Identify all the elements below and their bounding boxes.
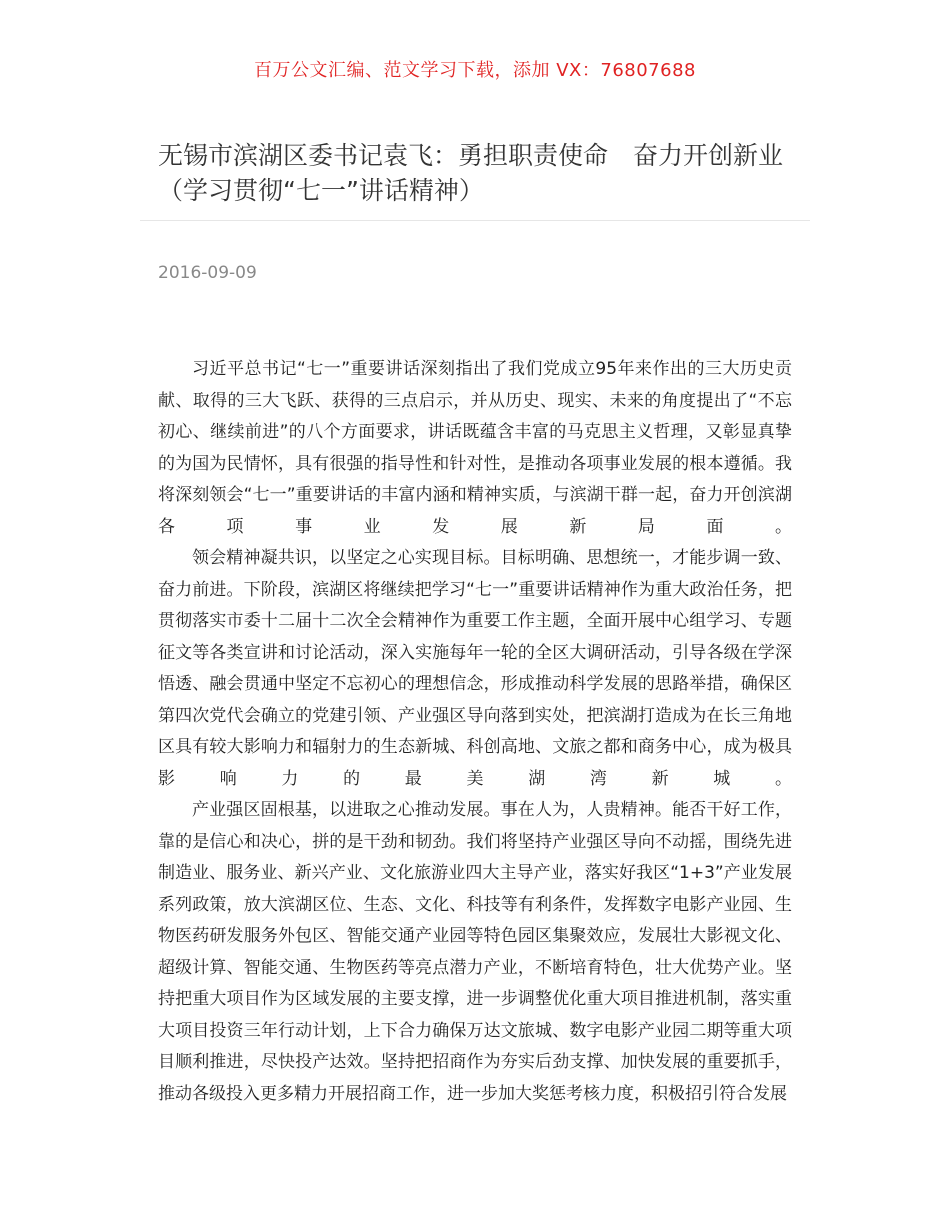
- title-divider: [140, 220, 810, 221]
- paragraph: 领会精神凝共识，以坚定之心实现目标。目标明确、思想统一，才能步调一致、奋力前进。下阶段，滨湖区将继续把学习“七一”重要讲话精神作为重大政治任务，把贯彻落实市委十二届十二次全会精神作为重要工作主题，全面开展中心组学习、专题征文等各类宣讲和讨论活动，深入实施每年一轮的全区大调研活动，引导各级在学深悟透、融会贯通中坚定不忘初心的理想信念，形成推动科学发展的思路举措，确保区第四次党代会确立的党建引领、产业强区导向落到实处，把滨湖打造成为在长三角地区具有较大影响力和辐射力的生态新城、科创高地、文旅之都和商务中心，成为极具影响力的最美湖湾新城。: [158, 548, 792, 789]
- article-body: [158, 354, 792, 1110]
- publish-date: 2016-09-09: [158, 263, 257, 283]
- paragraph: 产业强区固根基，以进取之心推动发展。事在人为，人贵精神。能否干好工作，靠的是信心和决心，拼的是干劲和韧劲。我们将坚持产业强区导向不动摇，围绕先进制造业、服务业、新兴产业、文化旅游业四大主导产业，落实好我区“1+3”产业发展系列政策，放大滨湖区位、生态、文化、科技等有利条件，发挥数字电影产业园、生物医药研发服务外包区、智能交通产业园等特色园区集聚效应，发展壮大影视文化、超级计算、智能交通、生物医药等亮点潜力产业，不断培育特色，壮大优势产业。坚持把重大项目作为区域发展的主要支撑，进一步调整优化重大项目推进机制，落实重大项目投资三年行动计划，上下合力确保万达文旅城、数字电影产业园二期等重大项目顺利推进，尽快投产达效。坚持把招商作为夯实后劲支撑、加快发展的重要抓手，推动各级投入更多精力开展招商工作，进一步加大奖惩考核力度，积极招引符合发展: [158, 800, 792, 1104]
- article-title: 无锡市滨湖区委书记袁飞：勇担职责使命 奋力开创新业（学习贯彻“七一”讲话精神）: [158, 141, 784, 205]
- paragraph: 习近平总书记“七一”重要讲话深刻指出了我们党成立95年来作出的三大历史贡献、取得的三大飞跃、获得的三点启示，并从历史、现实、未来的角度提出了“不忘初心、继续前进”的八个方面要求，讲话既蕴含丰富的马克思主义哲理，又彰显真挚的为国为民情怀，具有很强的指导性和针对性，是推动各项事业发展的根本遵循。我将深刻领会“七一”重要讲话的丰富内涵和精神实质，与滨湖干群一起，奋力开创滨湖各项事业发展新局面。: [158, 359, 792, 537]
- promo-banner: 百万公文汇编、范文学习下载，添加 VX：76807688: [254, 60, 696, 81]
